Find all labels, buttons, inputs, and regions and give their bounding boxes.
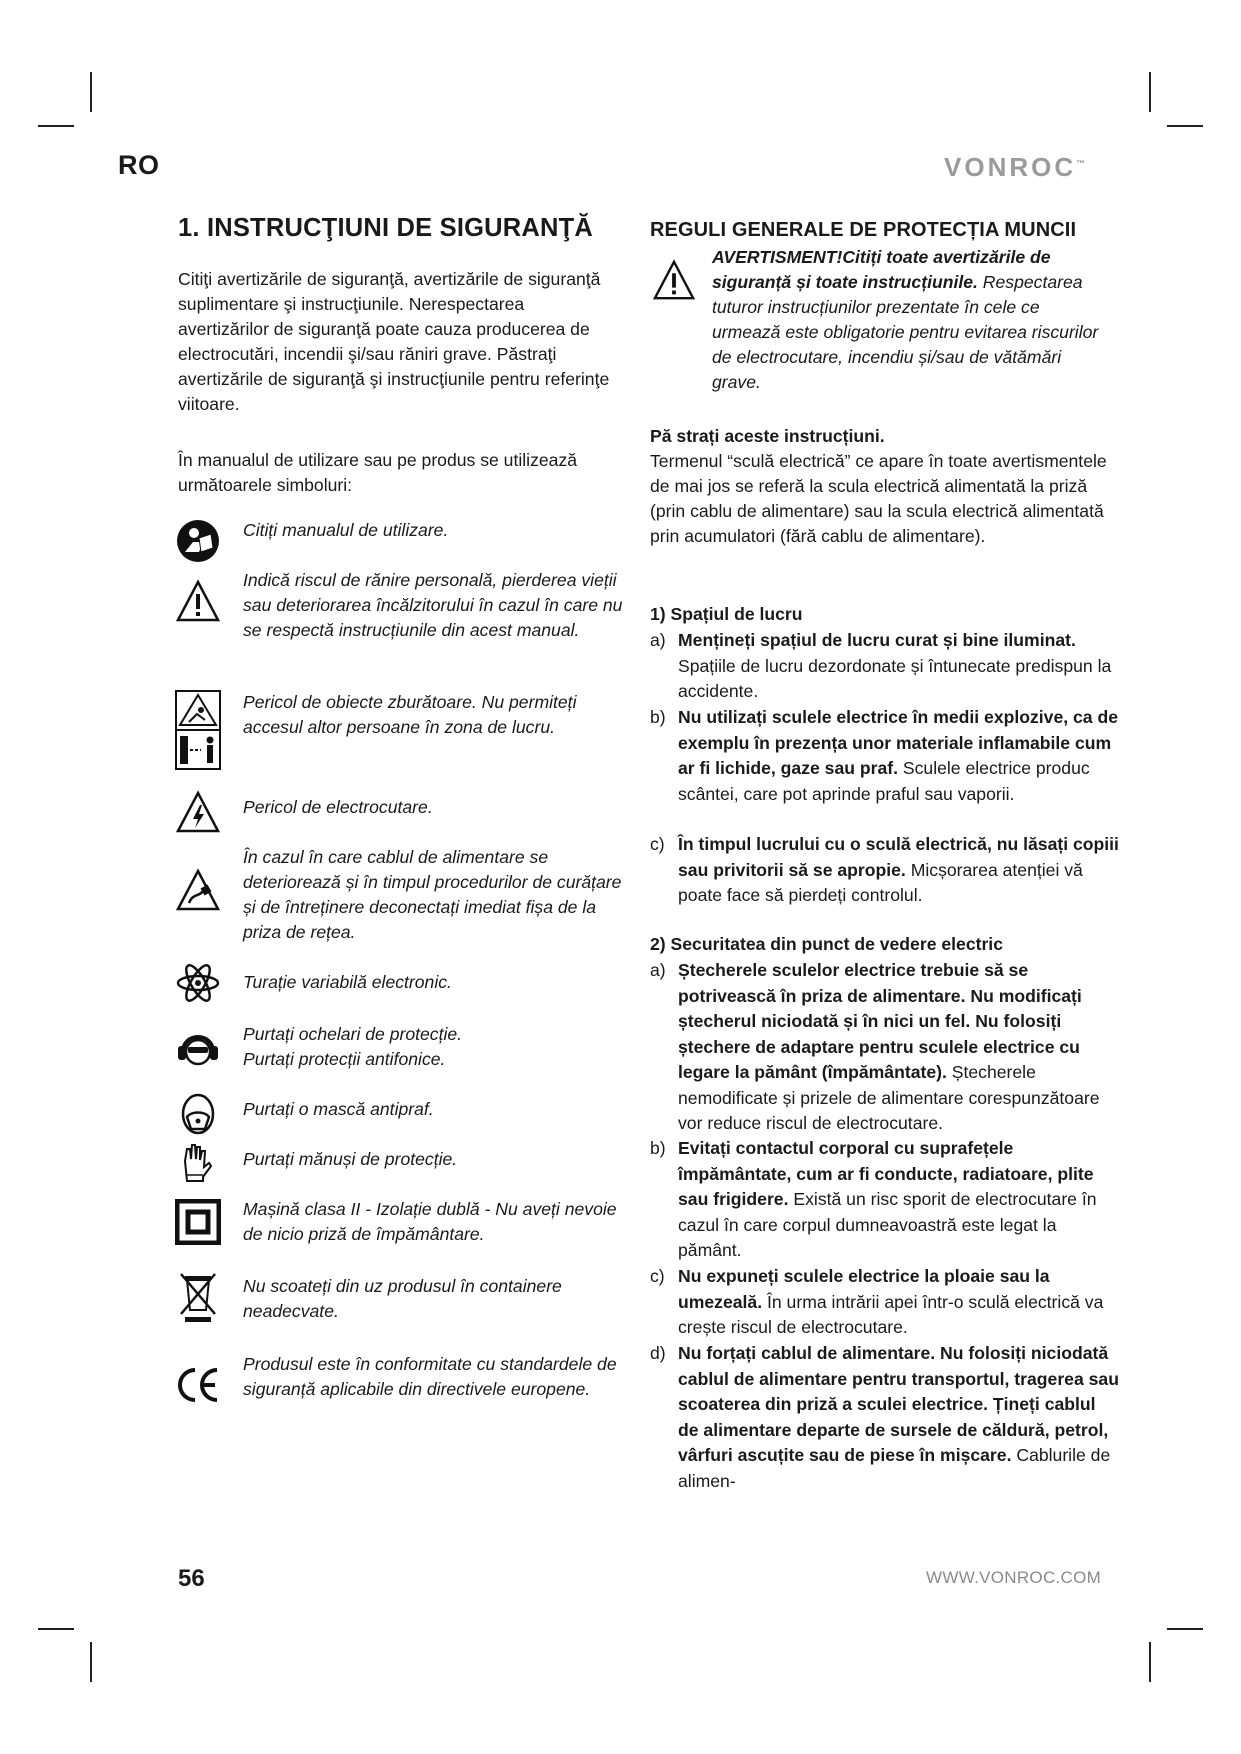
brand-logo: VONROC™ (944, 152, 1086, 182)
crop-mark (90, 72, 92, 112)
intro-paragraph: Citiţi avertizările de siguranţă, avertizările de siguranţă suplimentare şi instrucţiunile. Nerespectarea avertizărilor de siguranţă poate cauza producerea de electrocutări, incendii şi/sau răniri grave. Păstraţi avertizările de siguranţă şi instrucţiunile pentru referinţe viitoare. (178, 269, 610, 414)
item-bold: Evitați contactul corporal cu suprafețele împământate, cum ar fi conducte, radiatoare, plite sau frigidere. (678, 1138, 1094, 1209)
crop-mark (38, 1628, 74, 1630)
list-item (650, 832, 1120, 909)
electric-shock-icon (175, 789, 221, 835)
language-code: RO (118, 150, 160, 180)
item-label: b) (650, 1138, 666, 1158)
list-item (650, 958, 1120, 1137)
list-item (650, 628, 1120, 705)
symbol-text: Purtați ochelari de protecție. Purtați protecții antifonice. (243, 1024, 463, 1069)
variable-speed-icon (175, 960, 221, 1006)
item-label: c) (650, 1266, 665, 1286)
item-label: d) (650, 1343, 666, 1363)
website-url: WWW.VONROC.COM (926, 1568, 1102, 1587)
item-text: Ștecherele nemodificate și prizele de alimentare corespunzătoare vor reduce riscul de electrocutare. (678, 1062, 1100, 1133)
general-warning-text (712, 245, 1102, 395)
symbol-text: În cazul în care cablul de alimentare se deteriorează și în timpul procedurilor de curățare și de întreținere deconectați imediat fișa de la priza de rețea. (243, 847, 622, 942)
item-bold: Nu utilizați sculele electrice în medii explozive, ca de exemplu în prezența unor materiale inflamabile cum ar fi lichide, gaze sau praf. (678, 707, 1119, 778)
weee-bin-icon (175, 1270, 221, 1324)
crop-mark (1149, 1642, 1151, 1682)
list-item (650, 1264, 1120, 1341)
crop-mark (90, 1642, 92, 1682)
crop-mark (38, 125, 74, 127)
item-label: b) (650, 707, 666, 727)
keep-instructions-heading: Pă strați aceste instrucțiuni. (650, 426, 885, 446)
item-text: Există un risc sporit de electrocutare în cazul în care corpul dumneavoastră este legat la pământ. (678, 1189, 1097, 1260)
section-heading-work-area: 1) Spațiul de lucru (650, 604, 803, 624)
symbol-text: Produsul este în conformitate cu standardele de siguranță aplicabile din directivele europene. (243, 1354, 617, 1399)
page-number: 56 (178, 1565, 205, 1592)
list-item (650, 1341, 1120, 1494)
list-item (650, 705, 1120, 807)
symbol-text: Mașină clasa II - Izolație dublă - Nu aveți nevoie de nicio priză de împământare. (243, 1199, 617, 1244)
dust-mask-icon (175, 1091, 221, 1137)
symbol-text: Indică riscul de rănire personală, pierderea vieții sau deteriorarea încălzitorului în cazul în care nu se respectă instrucțiunile din acest manual. (243, 570, 623, 640)
item-bold: Mențineți spațiul de lucru curat și bine iluminat. (678, 630, 1076, 650)
item-bold: În timpul lucrului cu o sculă electrică, nu lăsați copiii sau privitorii să se apropie. (678, 834, 1119, 880)
symbol-text: Nu scoateți din uz produsul în containere neadecvate. (243, 1276, 562, 1321)
warning-rest: Respectarea tuturor instrucțiunilor prezentate în cele ce urmează este obligatorie pentru evitarea riscurilor de electrocutare, incendiu și/sau de vătămări grave. (712, 272, 1099, 392)
crop-mark (1149, 72, 1151, 112)
item-text: Spațiile de lucru dezordonate și întunecate predispun la accidente. (678, 655, 1112, 701)
item-label: c) (650, 834, 665, 854)
item-text: În urma intrării apei într-o sculă electrică va crește riscul de electrocutare. (678, 1291, 1104, 1337)
item-text: Sculele electrice produc scântei, care pot aprinde praful sau vaporii. (678, 758, 1090, 804)
gloves-icon (175, 1139, 221, 1185)
item-bold: Nu forțați cablul de alimentare. Nu folosiți niciodată cablul de alimentare pentru transportul, tragerea sau scoaterea din priză a sculei electrice. Țineți cablul de alimentare departe de sursele de căldură, petrol, vârfuri ascuțite sau de piese în mișcare. (678, 1343, 1119, 1465)
read-manual-icon (175, 518, 221, 564)
ce-mark-icon (175, 1362, 221, 1408)
keep-instructions-paragraph (650, 424, 1120, 549)
section-title: 1. INSTRUCŢIUNI DE SIGURANŢĂ (178, 214, 594, 242)
general-rules-title: REGULI GENERALE DE PROTECȚIA MUNCII (650, 219, 1077, 241)
symbol-text: Purtați o mască antipraf. (243, 1099, 434, 1119)
crop-mark (1167, 125, 1203, 127)
crop-mark (1167, 1628, 1203, 1630)
class-ii-icon (175, 1199, 221, 1245)
symbol-text: Pericol de obiecte zburătoare. Nu permiteți accesul altor persoane în zona de lucru. (243, 692, 577, 737)
item-label: a) (650, 960, 666, 980)
item-bold: Nu expuneți sculele electrice la ploaie sau la umezeală. (678, 1266, 1050, 1312)
symbols-intro: În manualul de utilizare sau pe produs se utilizează următoarele simboluri: (178, 450, 578, 495)
warning-bold: AVERTISMENT!Citiți toate avertizările de siguranță și toate instrucțiunile. (712, 247, 1051, 292)
section-heading-electrical-safety: 2) Securitatea din punct de vedere electric (650, 934, 1003, 954)
symbol-text: Citiți manualul de utilizare. (243, 520, 449, 540)
list-item (650, 1136, 1120, 1264)
brand-name: VONROC (944, 152, 1077, 182)
damaged-cable-icon (175, 867, 221, 913)
symbol-text: Pericol de electrocutare. (243, 797, 433, 817)
item-label: a) (650, 630, 666, 650)
symbol-text: Purtați mănuși de protecție. (243, 1149, 458, 1169)
power-tool-definition: Termenul “sculă electrică” ce apare în toate avertismentele de mai jos se referă la scula electrică alimentată la priză (prin cablu de alimentare) sau la scula electrică alimentată prin acumulatori (fără cablu de alimentare). (650, 451, 1107, 546)
flying-objects-icon (175, 690, 221, 770)
warning-triangle-icon (652, 258, 696, 302)
item-text: Micșorarea atenției vă poate face să pierdeți controlul. (678, 859, 1083, 905)
warning-triangle-icon (175, 578, 221, 624)
item-text: Cablurile de alimen- (678, 1445, 1111, 1491)
goggles-ear-protection-icon (175, 1024, 221, 1070)
symbol-text: Turație variabilă electronic. (243, 972, 452, 992)
item-bold: Ștecherele sculelor electrice trebuie să se potrivească în priza de alimentare. Nu modificați ștecherul niciodată și în nici un fel. Nu folosiți ștechere de adaptare pentru sculele electrice cu legare la pământ (împământate). (678, 960, 1082, 1082)
